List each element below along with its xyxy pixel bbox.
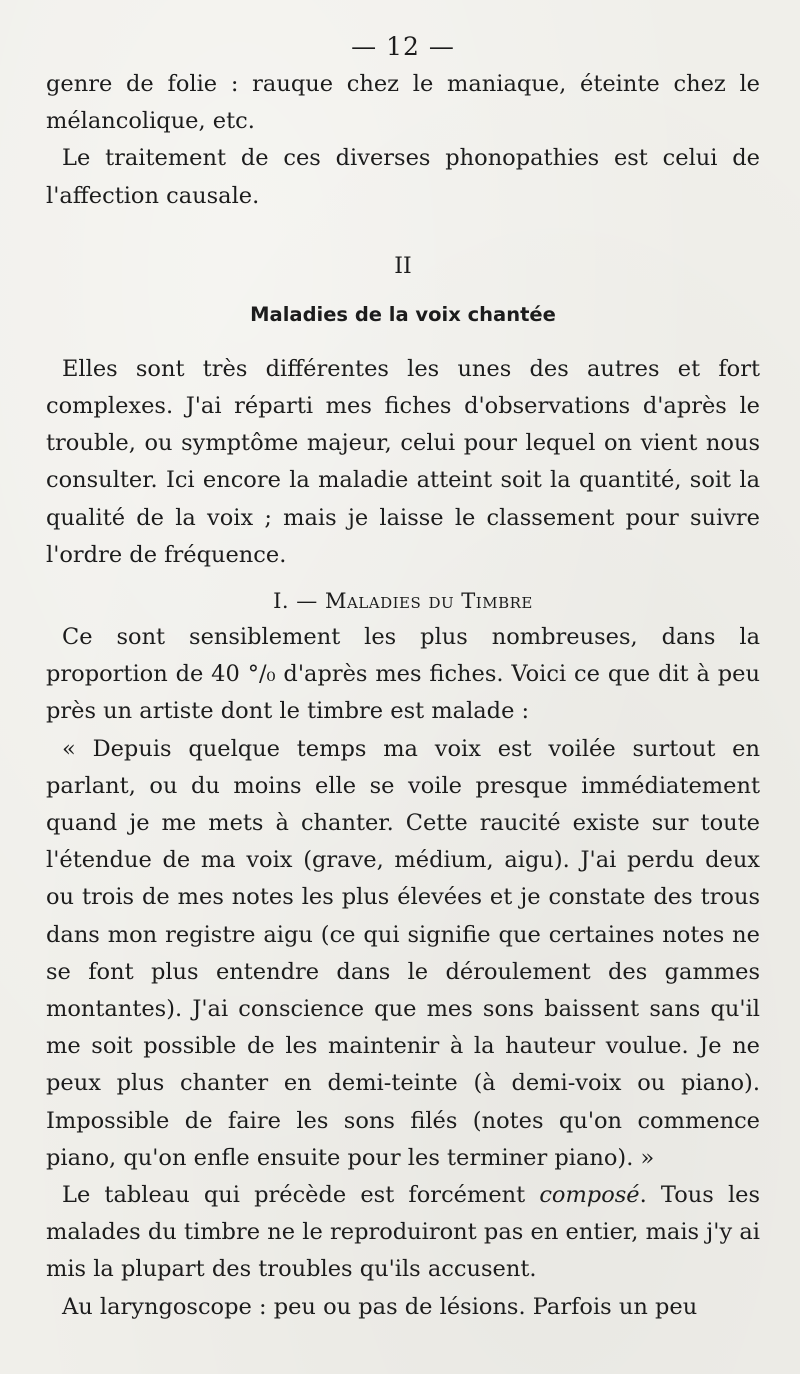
- subsection-title: [46, 583, 760, 619]
- paragraph-quotation: « Depuis quelque temps ma voix est voilée surtout en parlant, ou du moins elle se voile presque immédiatement quand je me mets à chanter. Cette raucité existe sur toute l'étendue de ma voix (grave, médium, aigu). J'ai perdu deux ou trois de mes notes les plus élevées et je constate des trous dans mon registre aigu (ce qui signifie que certaines notes ne se font plus entendre dans le déroulement des gammes montantes). J'ai conscience que mes sons baissent sans qu'il me soit possible de les maintenir à la hauteur voulue. Je ne peux plus chanter en demi-teinte (à demi-voix ou piano). Impossible de faire les sons filés (notes qu'on commence piano, qu'on enfle ensuite pour les terminer piano). »: [46, 735, 760, 1171]
- tableau-text-after: . Tous les malades du timbre ne le reproduiront pas en entier, mais j'y ai mis la plupart des troubles qu'ils accusent.: [46, 1182, 760, 1283]
- subsection-title-text: I. — Maladies du Timbre: [273, 589, 533, 614]
- body-text-subsection: [46, 619, 760, 1289]
- paragraph-tableau: [46, 1177, 760, 1289]
- paragraph-continuation: genre de folie : rauque chez le maniaque, éteinte chez le mélancolique, etc.: [46, 71, 760, 135]
- tableau-emphasis: composé: [539, 1182, 640, 1209]
- body-text-top: [46, 66, 760, 215]
- paragraph-traitement: Le traitement de ces diverses phonopathies est celui de l'affection causale.: [46, 145, 760, 209]
- body-text-section: [46, 351, 760, 574]
- paragraph-elles: Elles sont très différentes les unes des autres et fort complexes. J'ai réparti mes fiches d'observations d'après le trouble, ou symptôme majeur, celui pour lequel on vient nous consulter. Ici encore la maladie atteint soit la quantité, soit la qualité de la voix ; mais je laisse le classement pour suivre l'ordre de fréquence.: [46, 355, 760, 568]
- section-title: Maladies de la voix chantée: [250, 302, 556, 326]
- page-number: — 12 —: [351, 32, 455, 61]
- tableau-text-before: Le tableau qui précède est forcément: [62, 1182, 540, 1209]
- paragraph-nombreuses: Ce sont sensiblement les plus nombreuses, dans la proportion de 40 °/₀ d'après mes fiches. Voici ce que dit à peu près un artiste dont le timbre est malade :: [46, 624, 760, 725]
- section-numeral: II: [394, 253, 412, 279]
- paragraph-laryngoscope: Au laryngoscope : peu ou pas de lésions. Parfois un peu: [62, 1293, 698, 1320]
